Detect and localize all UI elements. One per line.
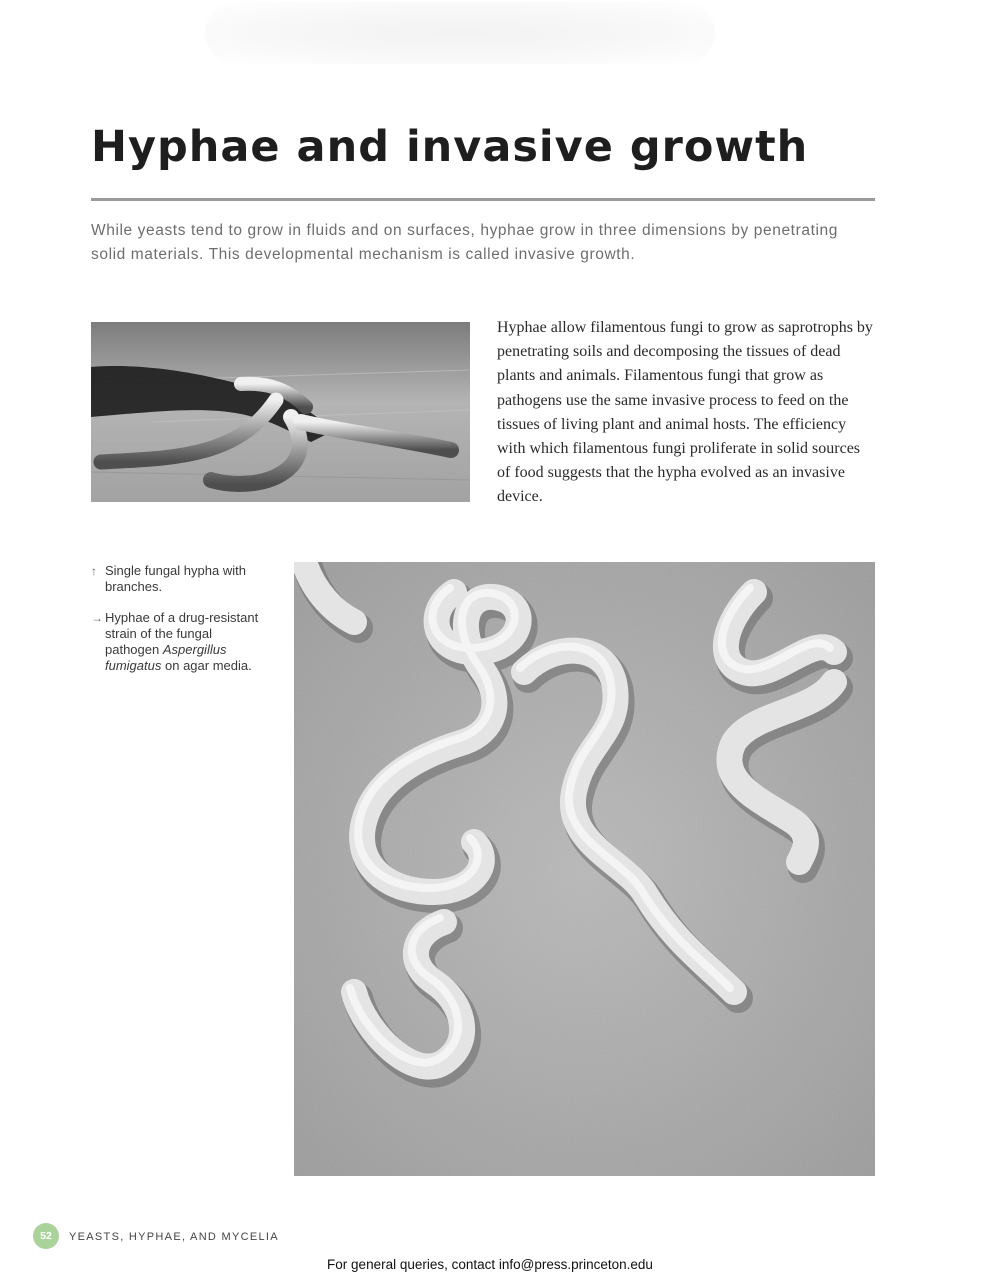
- top-smudge: [205, 2, 715, 64]
- arrow-right-icon: →: [91, 610, 103, 625]
- hyphae-agar-image: [294, 562, 875, 1176]
- caption-hyphae-agar: [91, 610, 261, 675]
- footer-section-title: YEASTS, HYPHAE, AND MYCELIA: [69, 1231, 279, 1243]
- caption-species: Aspergillus fumigatus: [105, 642, 227, 674]
- body-paragraph: Hyphae allow filamentous fungi to grow as saprotrophs by penetrating soils and decomposing the tissues of dead plants and animals. Filamentous fungi that grow as pathogens use the same invasive process to feed on the tissues of living plant and animal hosts. The efficiency with which filamentous fungi proliferate in solid sources of food suggests that the hypha evolved as an invasive device.: [497, 319, 873, 506]
- title-rule: [91, 198, 875, 201]
- lede-paragraph: While yeasts tend to grow in fluids and on surfaces, hyphae grow in three dimensions by penetrating solid materials. This developmental mechanism is called invasive growth.: [91, 222, 838, 263]
- arrow-up-icon: ↑: [91, 564, 97, 578]
- caption-text: Single fungal hypha with branches.: [105, 563, 246, 595]
- single-hypha-image: [91, 322, 470, 502]
- caption-text-end: on agar media.: [165, 658, 252, 674]
- captions: [91, 563, 261, 689]
- page-title: Hyphae and invasive growth: [91, 122, 809, 172]
- caption-text: Hyphae of a drug-resistant strain of the fungal pathogen: [105, 609, 259, 658]
- page-number-badge: 52: [33, 1223, 59, 1249]
- caption-single-hypha: [91, 563, 261, 596]
- footer-contact: For general queries, contact info@press.princeton.edu: [327, 1257, 653, 1272]
